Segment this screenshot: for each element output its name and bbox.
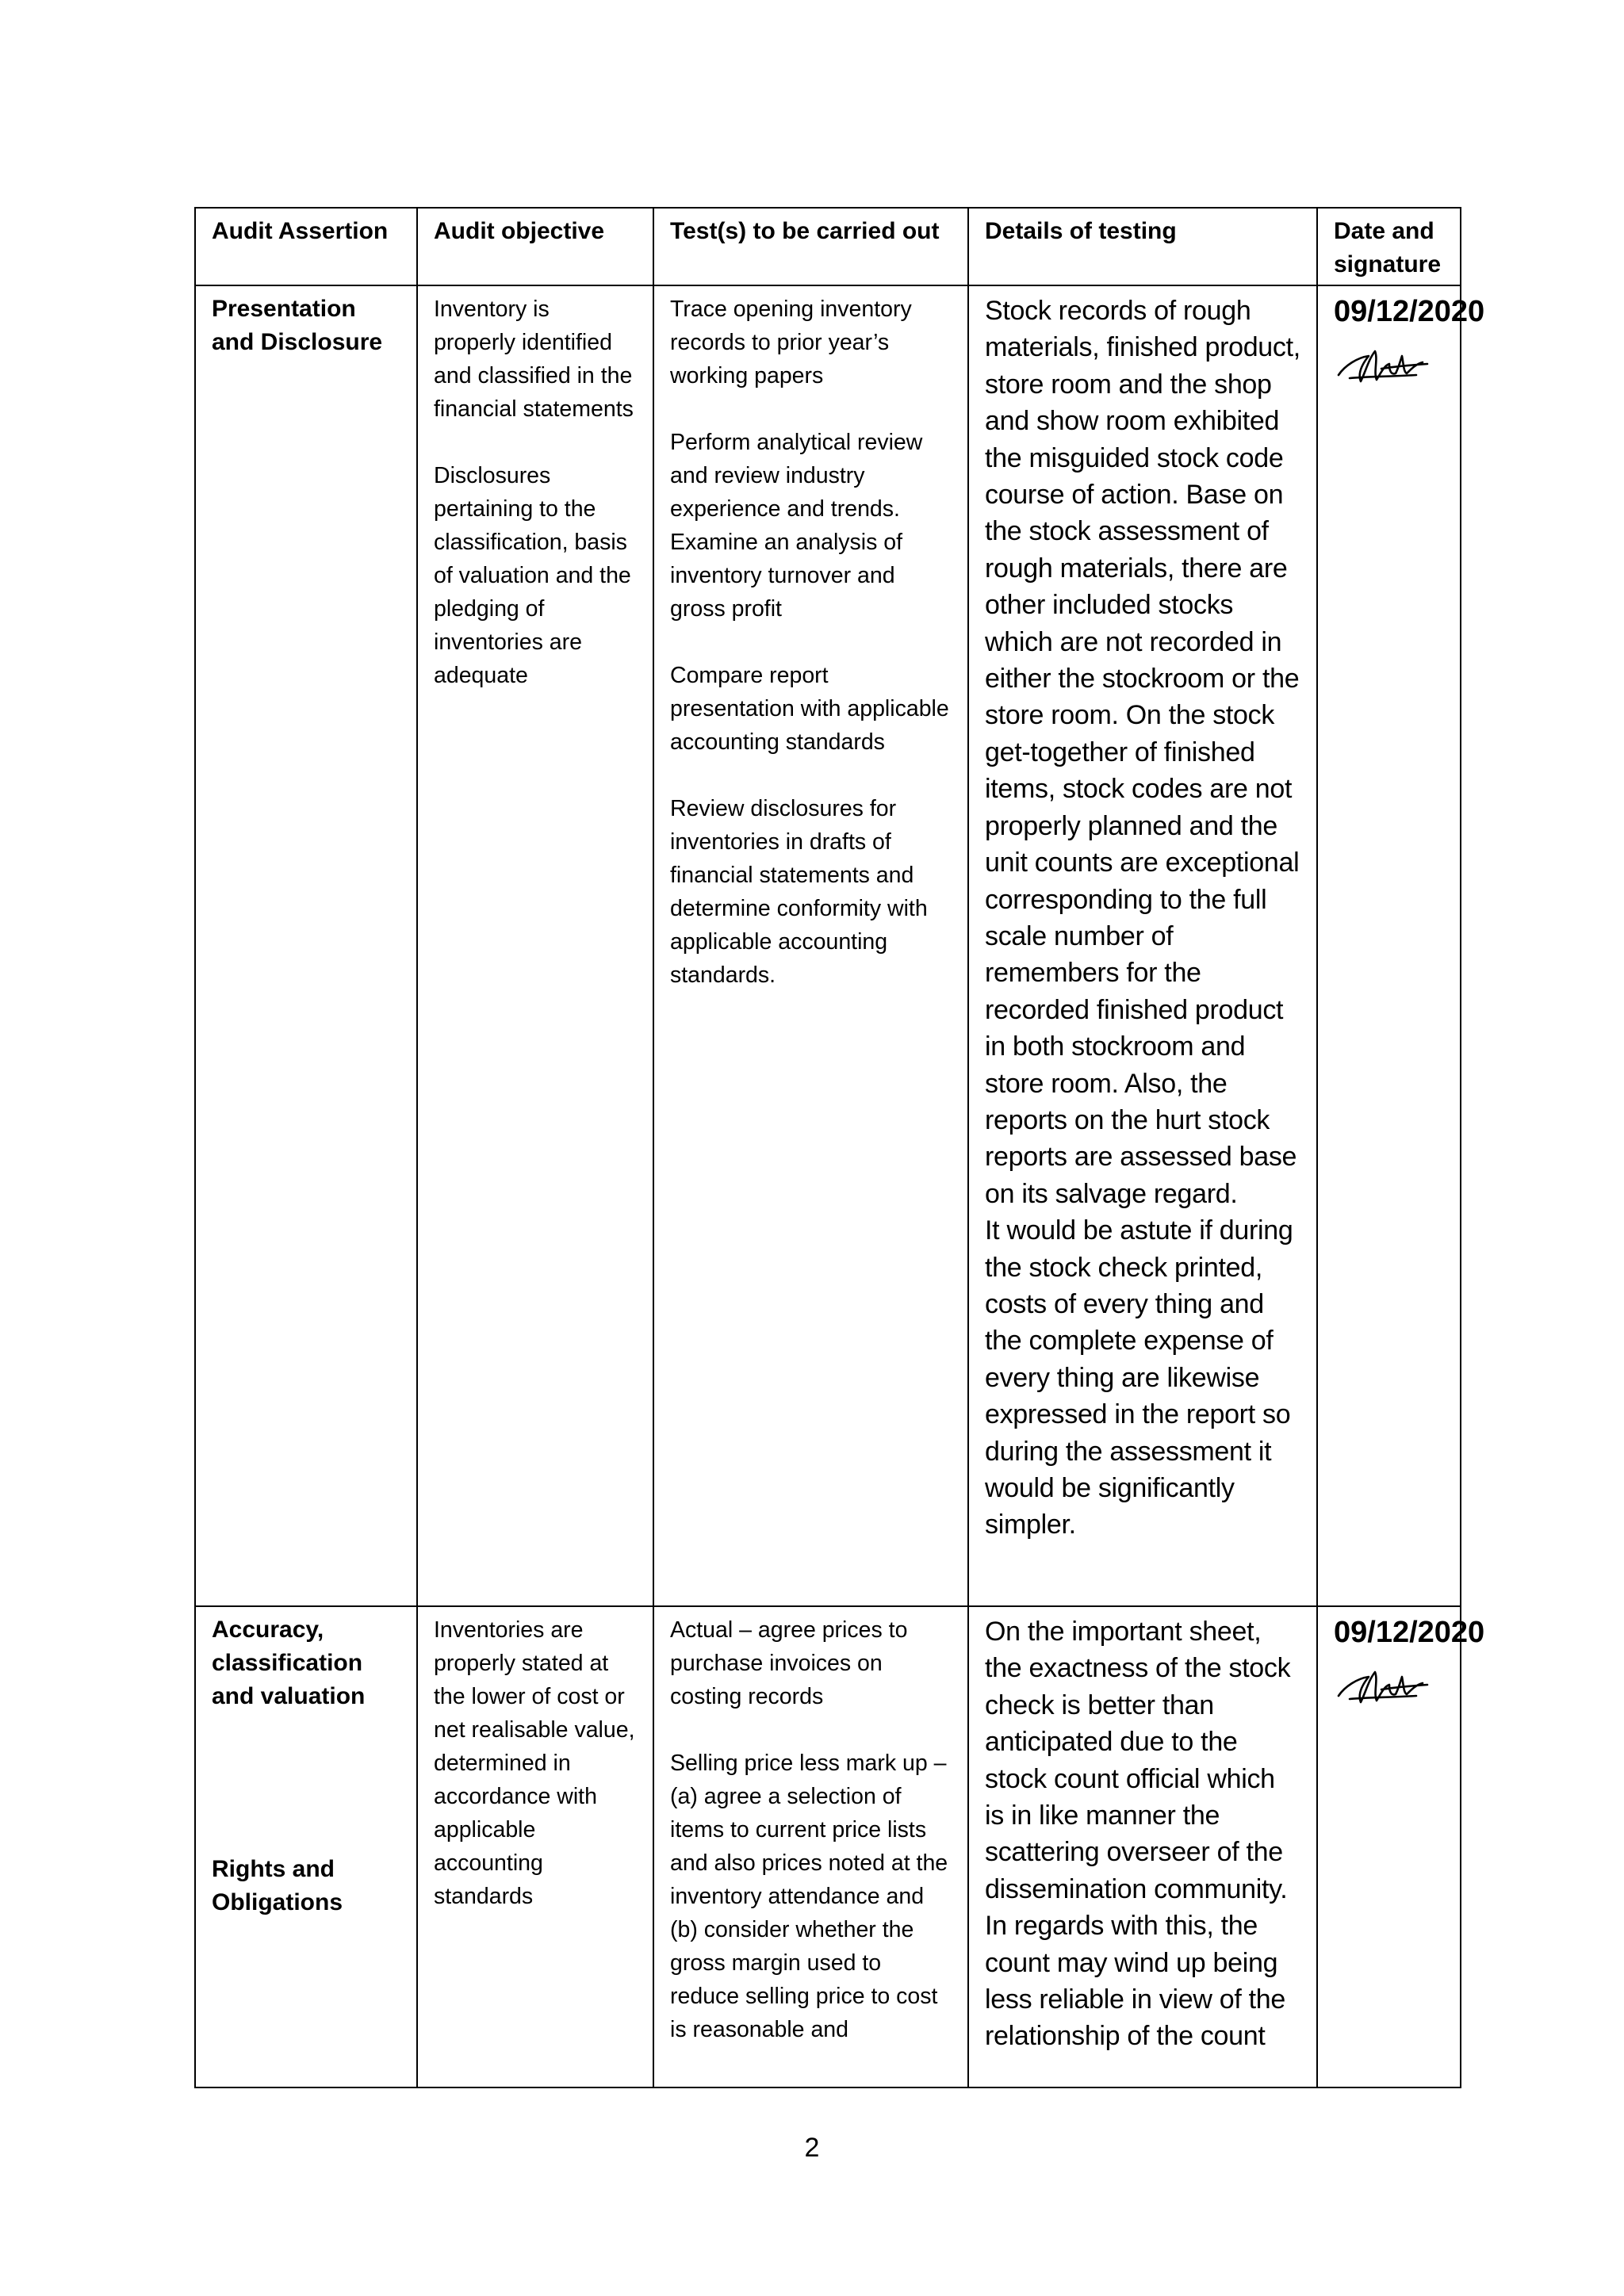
objective-text: Inventories are properly stated at the lower of cost or net realisable value, determined in accordance with applicable accounting standards: [434, 1617, 635, 1909]
test-text: Trace opening inventory records to prior year’s working papers: [670, 297, 912, 388]
page-number: 2: [804, 2133, 820, 2163]
header-audit-objective: Audit objective: [417, 208, 653, 285]
signature-image: [1334, 340, 1434, 389]
header-tests: Test(s) to be carried out: [653, 208, 968, 285]
objective-cell: [417, 285, 653, 1606]
date-text: 09/12/2020: [1334, 295, 1485, 328]
objective-text: Disclosures pertaining to the classification, basis of valuation and the pledging of inventories are adequate: [434, 463, 631, 688]
details-cell: [968, 1606, 1317, 2087]
tests-cell: [653, 285, 968, 1606]
test-text: Compare report presentation with applicable accounting standards: [670, 663, 949, 755]
audit-table: [194, 207, 1485, 2088]
assertion-cell: [195, 1606, 417, 2087]
table-row: [195, 285, 1461, 1606]
details-text: Stock records of rough materials, finished product, store room and the shop and show room exhibited the misguided stock code course of action. Base on the stock assessment of rough materials, there are other included stocks which are not recorded in either the stockroom or the store room. On the stock get-together of finished items, stock codes are not properly planned and the unit counts are exceptional corresponding to the full scale number of remembers for the recorded finished product in both stockroom and store room. Also, the reports on the hurt stock reports are assessed base on its salvage regard. It would be astute if during the stock check printed, costs of every thing and the complete expense of every thing are likewise expressed in the report so during the assessment it would be significantly simpler.: [985, 296, 1300, 1540]
assertion-text: Accuracy, classification and valuation: [212, 1617, 366, 1709]
table-row: [195, 1606, 1461, 2087]
header-audit-assertion: Audit Assertion: [195, 208, 417, 285]
objective-cell: [417, 1606, 653, 2087]
header-date-and-signature: Date and signature: [1317, 208, 1461, 285]
assertion-text: Presentation and Disclosure: [212, 296, 383, 355]
test-text: Perform analytical review and review industry experience and trends. Examine an analysis of inventory turnover and gross profit: [670, 430, 923, 622]
objective-text: Inventory is properly identified and classified in the financial statements: [434, 297, 634, 422]
date-signature-cell: [1317, 285, 1485, 1606]
test-text: Actual – agree prices to purchase invoices on costing records: [670, 1617, 908, 1709]
details-cell: [968, 285, 1317, 1606]
header-details-of-testing: Details of testing: [968, 208, 1317, 285]
assertion-cell: [195, 285, 417, 1606]
test-text: Review disclosures for inventories in drafts of financial statements and determine conformity with applicable accounting standards.: [670, 796, 928, 988]
test-text: Selling price less mark up – (a) agree a selection of items to current price lists and also prices noted at the inventory attendance and (b) consider whether the gross margin used to reduce selling price to cost is reasonable and: [670, 1751, 948, 2042]
table-header-row: [195, 208, 1461, 285]
date-signature-cell: [1317, 1606, 1485, 2087]
date-text: 09/12/2020: [1334, 1616, 1485, 1649]
tests-cell: [653, 1606, 968, 2087]
details-text: On the important sheet, the exactness of the stock check is better than anticipated due to the stock count official which is in like manner the scattering overseer of the dissemination community. In regards with this, the count may wind up being less reliable in view of the relationship of the count: [985, 1617, 1291, 2052]
assertion-text-2: Rights and Obligations: [212, 1856, 343, 1915]
signature-image: [1334, 1661, 1434, 1710]
